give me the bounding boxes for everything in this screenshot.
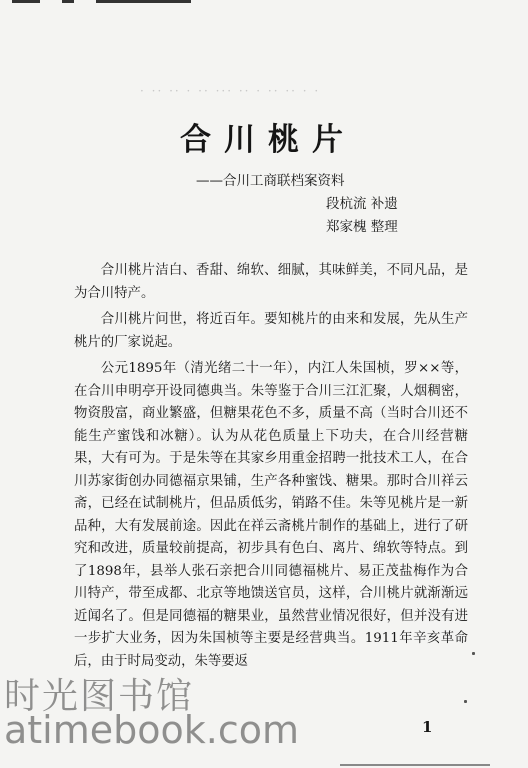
scan-artifact bbox=[464, 700, 467, 703]
scan-artifact bbox=[340, 764, 490, 766]
watermark-url: atimebook.com bbox=[4, 708, 300, 752]
document-subtitle: ——合川工商联档案资料 bbox=[196, 173, 345, 189]
document-title: 合川桃片 bbox=[180, 122, 356, 158]
bleed-through-text: · ·· ·· · ·· ··· ·· · ·· ·· · · bbox=[140, 84, 321, 98]
scan-artifact bbox=[472, 652, 475, 655]
author-credit-supplement: 段杭流 补遗 bbox=[326, 196, 398, 212]
author-credit-editor: 郑家槐 整理 bbox=[326, 219, 398, 235]
paragraph: 合川桃片问世，将近百年。要知桃片的由来和发展，先从生产桃片的厂家说起。 bbox=[74, 312, 468, 350]
scan-artifact bbox=[12, 0, 40, 3]
scan-artifact bbox=[62, 0, 74, 3]
paragraph: 公元1895年（清光绪二十一年），内江人朱国桢，罗××等，在合川申明亭开设同德典当。朱等鉴于合川三江汇聚，人烟稠密，物资殷富，商业繁盛，但糖果花色不多，质量不高（当时合川还不能生产蜜饯和冰糖）。认为从花色质量上下功夫，在合川经营糖果，大有可为。于是朱等在其家乡用重金招聘一批技术工人，在合川苏家街创办同德福京果铺，生产各种蜜饯、糖果。那时合川祥云斋，已经在试制桃片，但品质低劣，销路不佳。朱等见桃片是一新品种，大有发展前途。因此在祥云斋桃片制作的基础上，进行了研究和改进，质量较前提高，初步具有色白、离片、绵软等特点。到了1898年，县举人张石亲把合川同德福桃片、易正茂盐梅作为合川特产，带至成都、北京等地馈送官员，这样，合川桃片就渐渐远近闻名了。但是同德福的糖果业，虽然营业情况很好，但并没有进一步扩大业务，因为朱国桢等主要是经营典当。1911年辛亥革命后，由于时局变动，朱等要返 bbox=[74, 361, 468, 669]
scan-artifact bbox=[96, 0, 191, 3]
article-body bbox=[74, 260, 468, 673]
page-number: 1 bbox=[422, 718, 433, 736]
paragraph: 合川桃片洁白、香甜、绵软、细腻，其味鲜美，不同凡品，是为合川特产。 bbox=[74, 263, 468, 301]
watermark-text: 时光图书馆 bbox=[4, 676, 195, 717]
